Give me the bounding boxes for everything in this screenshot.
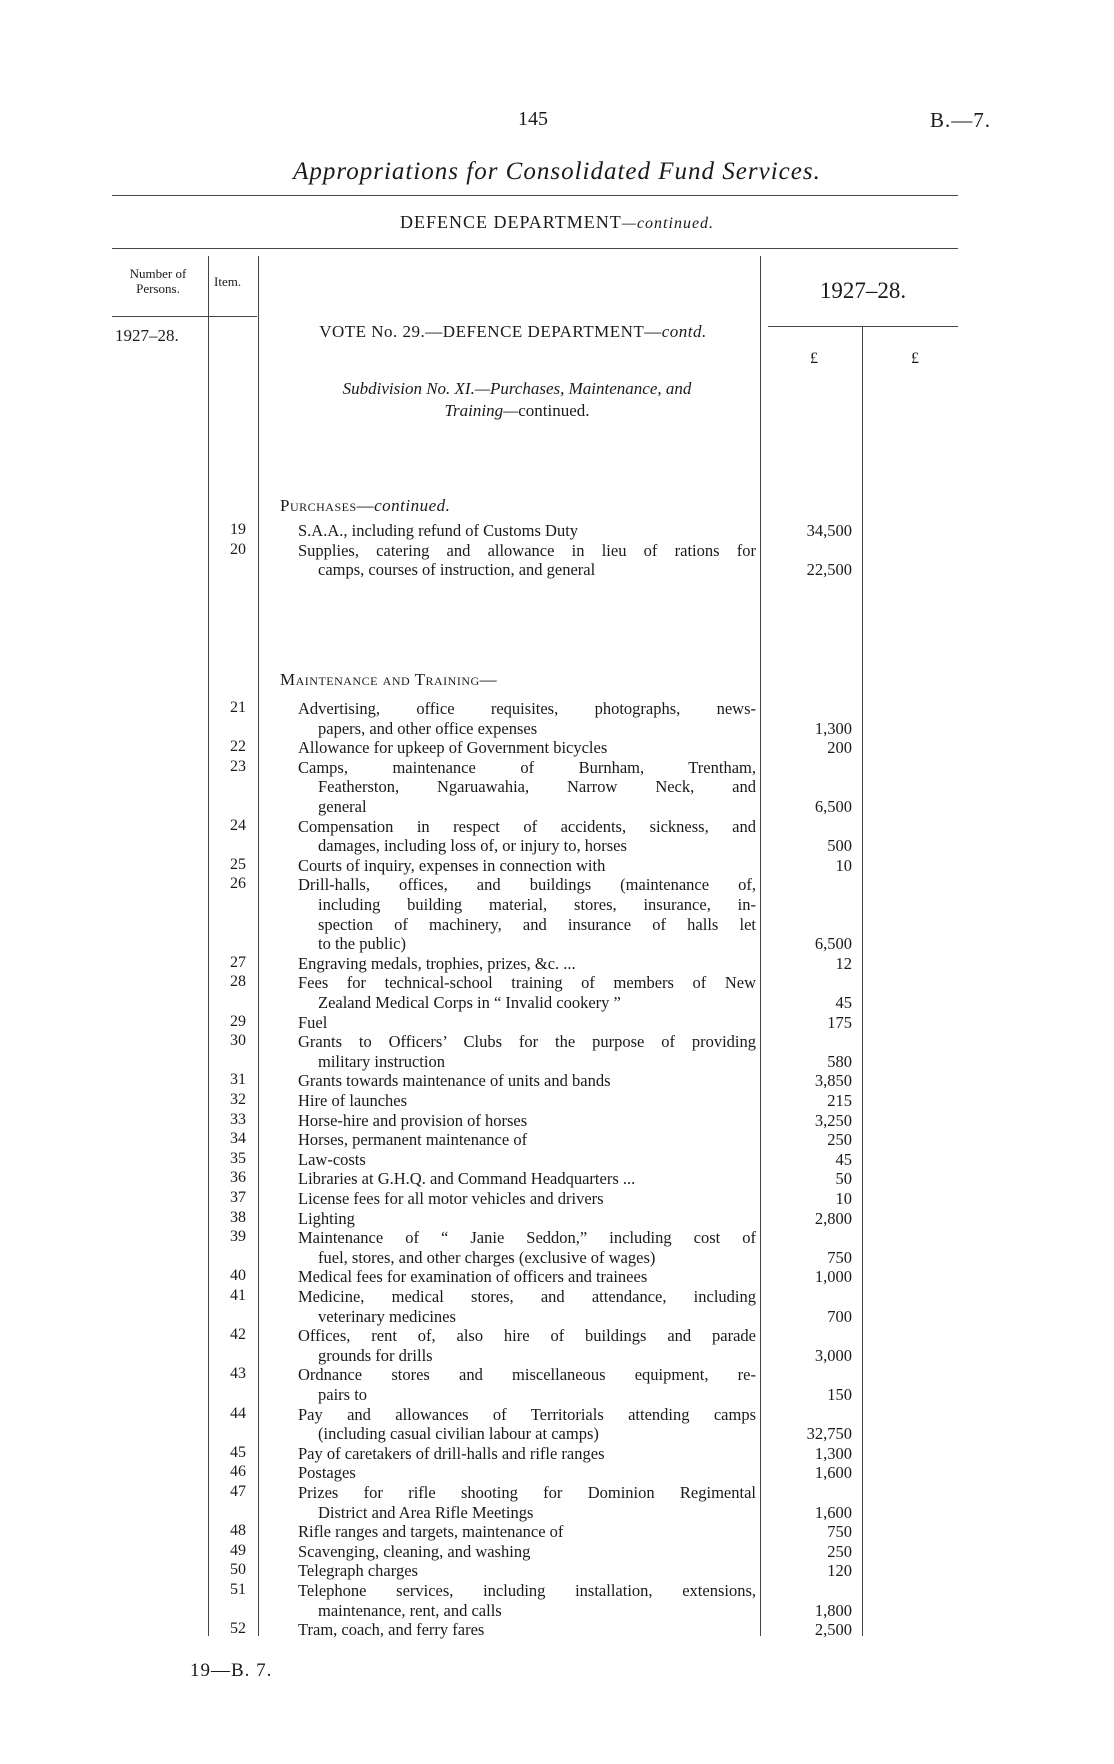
item-description-line: Pay of caretakers of drill-halls and rifle ranges [298, 1443, 605, 1463]
item-description [298, 1130, 756, 1150]
item-description-line: Scavenging, cleaning, and washing [298, 1541, 531, 1561]
item-description [298, 1150, 756, 1170]
item-number: 45 [230, 1443, 246, 1461]
item-description-line: District and Area Rifle Meetings [318, 1502, 534, 1522]
item-description-line: Fees for technical-school training of members of New [298, 973, 756, 993]
item-description [298, 1267, 756, 1287]
item-amount: 750 [827, 1247, 852, 1267]
item-number: 23 [230, 757, 246, 775]
item-description-line: Libraries at G.H.Q. and Command Headquarters ... [298, 1169, 636, 1189]
item-number: 41 [230, 1287, 246, 1304]
item-description-line: Lighting [298, 1208, 355, 1228]
item-header: Item. [214, 274, 242, 289]
item-amount: 6,500 [814, 934, 852, 954]
vote-title-suffix: contd. [661, 322, 707, 341]
item-description [298, 1169, 756, 1189]
vote-title-text: VOTE No. 29.—DEFENCE DEPARTMENT— [319, 322, 662, 341]
item-number: 51 [230, 1581, 246, 1598]
item-number: 38 [230, 1208, 246, 1226]
amount-column-rule [862, 326, 863, 1636]
item-amount: 34,500 [806, 521, 852, 540]
item-description-line: S.A.A., including refund of Customs Duty [298, 521, 579, 540]
item-description-line: damages, including loss of, or injury to, horses [318, 836, 627, 856]
item-description-line: Engraving medals, trophies, prizes, &c. ... [298, 953, 576, 973]
item-number: 31 [230, 1071, 246, 1089]
vote-title [258, 322, 768, 342]
item-description [298, 1032, 756, 1071]
item-description [298, 1013, 756, 1033]
item-description [298, 817, 756, 856]
item-description [298, 1463, 756, 1483]
item-number: 39 [230, 1228, 246, 1246]
item-number: 19 [230, 521, 246, 538]
title-rule [112, 195, 958, 196]
section-purchases [280, 496, 450, 516]
item-description-line: Horses, permanent maintenance of [298, 1130, 528, 1150]
item-description-line: including building material, stores, insurance, in- [318, 894, 756, 914]
item-amount: 580 [827, 1051, 852, 1071]
persons-column-rule [208, 256, 209, 1636]
persons-year: 1927–28. [115, 326, 179, 345]
item-description [298, 758, 756, 817]
item-description-line: veterinary medicines [318, 1306, 456, 1326]
item-description-line: Telegraph charges [298, 1561, 418, 1581]
item-description-line: Zealand Medical Corps in “ Invalid cookery ” [318, 992, 621, 1012]
item-amount: 120 [827, 1561, 852, 1581]
item-description-line: Supplies, catering and allowance in lieu of rations for [298, 540, 756, 560]
item-amount: 10 [835, 855, 852, 875]
item-number: 32 [230, 1091, 246, 1108]
item-number: 43 [230, 1365, 246, 1383]
amount-header-rule [768, 326, 958, 327]
item-number: 47 [230, 1483, 246, 1500]
item-description-line: Courts of inquiry, expenses in connection with [298, 855, 606, 875]
item-number: 24 [230, 816, 246, 834]
item-description [298, 856, 756, 876]
item-description [298, 875, 756, 953]
number-of-persons-header: Number of Persons. [129, 266, 187, 296]
item-amount: 2,500 [814, 1620, 852, 1640]
item-description [298, 1561, 756, 1581]
item-description-line: Grants towards maintenance of units and bands [298, 1071, 611, 1091]
table-top-rule [112, 248, 958, 249]
item-description-line: camps, courses of instruction, and general [318, 560, 596, 580]
item-number: 25 [230, 855, 246, 873]
item-number: 21 [230, 699, 246, 716]
item-number: 35 [230, 1149, 246, 1167]
item-number: 36 [230, 1169, 246, 1187]
item-description-line: Pay and allowances of Territorials attending camps [298, 1404, 756, 1424]
item-description [298, 1405, 756, 1444]
item-number: 20 [230, 540, 246, 558]
item-description [298, 1326, 756, 1365]
item-amount: 22,500 [806, 560, 852, 580]
section-purchases-suffix: continued. [374, 496, 451, 515]
year-header: 1927–28. [819, 278, 907, 303]
item-description-line: pairs to [318, 1384, 368, 1404]
item-description [298, 1071, 756, 1091]
item-number: 28 [230, 973, 246, 991]
item-description-line: papers, and other office expenses [318, 718, 538, 738]
item-description-line: Maintenance of “ Janie Seddon,” including cost of [298, 1228, 756, 1248]
department-suffix: —continued. [621, 215, 715, 232]
subdivision-line-1: Subdivision No. XI.—Purchases, Maintenance, and [342, 379, 692, 398]
item-description-line: military instruction [318, 1051, 445, 1071]
item-description-line: Horse-hire and provision of horses [298, 1110, 528, 1130]
item-amount: 45 [835, 1149, 852, 1169]
item-number: 26 [230, 875, 246, 893]
item-description [298, 954, 756, 974]
item-number: 48 [230, 1522, 246, 1540]
item-description-line: general [318, 796, 367, 816]
item-description-line: Hire of launches [298, 1091, 408, 1110]
subdivision-line-2: Training— [444, 401, 519, 420]
item-amount: 250 [827, 1541, 852, 1561]
item-description-line: spection of machinery, and insurance of halls let [318, 914, 756, 934]
description-column-rule [760, 256, 761, 1636]
item-description-line: to the public) [318, 934, 406, 954]
item-description-line: Telephone services, including installation, extensions, [298, 1581, 756, 1600]
item-description-line: Law-costs [298, 1149, 366, 1169]
item-amount: 500 [827, 836, 852, 856]
item-description-line: Ordnance stores and miscellaneous equipment, re- [298, 1365, 756, 1385]
item-amount: 1,800 [814, 1600, 852, 1620]
page-title: Appropriations for Consolidated Fund Services. [293, 158, 821, 185]
item-description [298, 1091, 756, 1111]
item-description [298, 1111, 756, 1131]
item-amount: 250 [827, 1130, 852, 1150]
item-description-line: Fuel [298, 1012, 328, 1032]
item-amount: 10 [835, 1189, 852, 1208]
item-description-line: Camps, maintenance of Burnham, Trentham, [298, 757, 756, 777]
item-description-line: Grants to Officers’ Clubs for the purpose of providing [298, 1032, 756, 1052]
subdivision-suffix: continued. [518, 401, 590, 420]
department-name: DEFENCE DEPARTMENT [399, 212, 622, 232]
item-amount: 215 [827, 1091, 852, 1110]
item-amount: 45 [835, 993, 852, 1012]
item-description [298, 1522, 756, 1542]
item-number: 33 [230, 1110, 246, 1128]
item-number: 50 [230, 1561, 246, 1579]
item-description-line: Compensation in respect of accidents, sickness, and [298, 816, 756, 836]
item-number: 22 [230, 738, 246, 756]
item-description-line: Featherston, Ngaruawahia, Narrow Neck, and [318, 777, 756, 797]
item-description [298, 973, 756, 1012]
item-amount: 1,000 [814, 1267, 852, 1287]
item-description [298, 1287, 756, 1326]
item-number: 44 [230, 1404, 246, 1422]
persons-header-rule [112, 316, 257, 317]
item-amount: 1,600 [814, 1502, 852, 1522]
item-description [298, 1189, 756, 1209]
item-description-line: Rifle ranges and targets, maintenance of [298, 1522, 564, 1542]
item-description [298, 1581, 756, 1620]
item-description-line: maintenance, rent, and calls [318, 1600, 502, 1620]
item-description [298, 521, 756, 541]
item-description [298, 1542, 756, 1562]
item-amount: 150 [827, 1385, 852, 1404]
page-reference: B.—7. [930, 108, 992, 132]
item-number: 49 [230, 1541, 246, 1559]
item-description [298, 1228, 756, 1267]
section-maintenance: Maintenance and Training— [280, 670, 498, 689]
item-amount: 32,750 [806, 1424, 852, 1444]
item-amount: 12 [835, 953, 852, 973]
item-description-line: Postages [298, 1463, 356, 1483]
item-description [298, 1620, 756, 1640]
item-amount: 1,300 [814, 1443, 852, 1463]
item-number: 29 [230, 1012, 246, 1030]
item-amount: 3,000 [814, 1345, 852, 1365]
subdivision-heading [268, 378, 766, 422]
item-description [298, 1209, 756, 1229]
item-description [298, 1483, 756, 1522]
item-description [298, 738, 756, 758]
item-amount: 750 [827, 1522, 852, 1542]
section-purchases-label: Purchases— [280, 496, 375, 515]
item-description-line: Medicine, medical stores, and attendance, including [298, 1287, 756, 1306]
page-number: 145 [518, 108, 548, 130]
item-amount: 700 [827, 1306, 852, 1326]
item-description-line: fuel, stores, and other charges (exclusive of wages) [318, 1247, 656, 1267]
item-number: 37 [230, 1189, 246, 1206]
item-number: 52 [230, 1620, 246, 1638]
department-heading [0, 212, 1114, 233]
item-description-line: Prizes for rifle shooting for Dominion Regimental [298, 1483, 756, 1502]
item-description [298, 541, 756, 580]
item-number: 30 [230, 1032, 246, 1050]
item-number: 42 [230, 1326, 246, 1344]
page-footer: 19—B. 7. [190, 1660, 273, 1681]
item-description-line: Allowance for upkeep of Government bicycles [298, 738, 608, 758]
item-amount: 1,300 [814, 718, 852, 738]
item-description [298, 1365, 756, 1404]
item-description-line: Drill-halls, offices, and buildings (maintenance of, [298, 875, 756, 895]
item-column-rule [258, 256, 259, 1636]
item-description-line: Advertising, office requisites, photographs, news- [298, 699, 756, 718]
item-amount: 200 [827, 738, 852, 758]
item-description-line: grounds for drills [318, 1345, 433, 1365]
currency-symbol-col1: £ [810, 350, 818, 367]
item-amount: 1,600 [814, 1463, 852, 1483]
item-description [298, 1444, 756, 1464]
item-number: 40 [230, 1267, 246, 1285]
item-amount: 50 [835, 1169, 852, 1189]
item-number: 27 [230, 953, 246, 971]
item-number: 46 [230, 1463, 246, 1481]
item-amount: 3,850 [814, 1071, 852, 1091]
item-description [298, 699, 756, 738]
item-description-line: (including casual civilian labour at camps) [318, 1424, 599, 1444]
item-amount: 2,800 [814, 1208, 852, 1228]
item-amount: 175 [827, 1012, 852, 1032]
item-number: 34 [230, 1130, 246, 1148]
item-description-line: Tram, coach, and ferry fares [298, 1620, 485, 1640]
item-amount: 3,250 [814, 1110, 852, 1130]
item-description-line: Medical fees for examination of officers and trainees [298, 1267, 648, 1287]
item-amount: 6,500 [814, 797, 852, 816]
item-description-line: License fees for all motor vehicles and drivers [298, 1189, 604, 1208]
item-description-line: Offices, rent of, also hire of buildings and parade [298, 1326, 756, 1346]
currency-symbol-col2: £ [911, 350, 919, 367]
